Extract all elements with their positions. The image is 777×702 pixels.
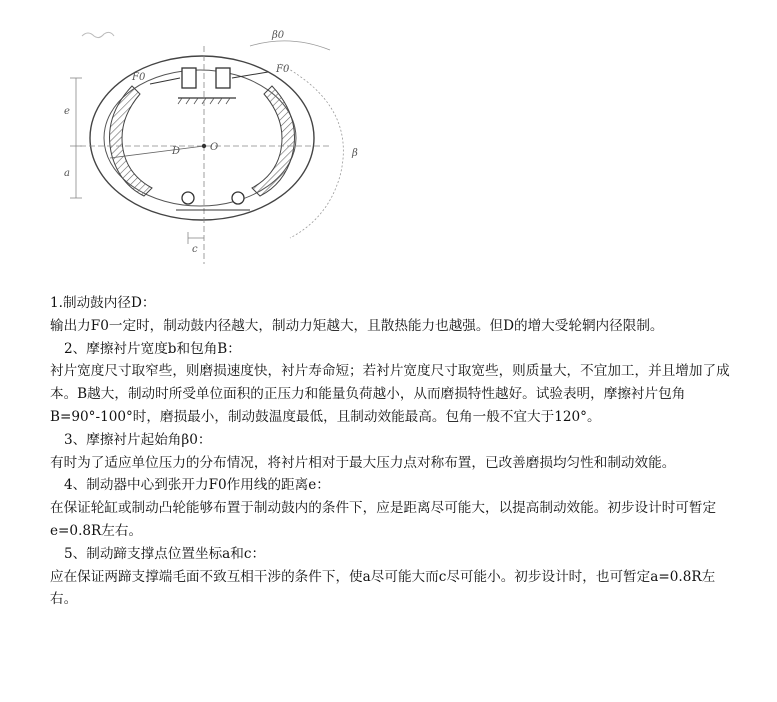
support-pin-left (182, 192, 194, 204)
section-4-heading: 4、制动器中心到张开力F0作用线的距离e： (64, 477, 330, 494)
label-d: D (172, 146, 181, 157)
section-2-body: 衬片宽度尺寸取窄些，则磨损速度快，衬片寿命短；若衬片宽度尺寸取宽些，则质量大，不宜加工，并且增加了成本。B越大，制动时所受单位面积的正压力和能量负荷越小，从而磨损特性越好。试验表明，摩擦衬片包角B=90°-100°时，磨损最小，制动鼓温度最低，且制动效能最高。包角一般不宜大于120°。 (50, 363, 730, 425)
article-text (50, 292, 730, 611)
label-f0-right: F0 (276, 64, 290, 75)
scribble-mark (82, 32, 114, 37)
label-a: a (64, 168, 70, 179)
label-c: c (192, 244, 198, 255)
section-5-heading: 5、制动蹄支撑点位置坐标a和c： (64, 545, 266, 562)
section-3-heading: 3、摩擦衬片起始角β0： (64, 431, 212, 448)
label-f0-left: F0 (132, 72, 146, 83)
beta0-arc (250, 41, 330, 50)
support-pin-right (232, 192, 244, 204)
wheel-cylinder-left (182, 68, 196, 88)
drum-brake-diagram (40, 6, 380, 288)
wheel-cylinder-right (216, 68, 230, 88)
center-o-point (202, 144, 206, 148)
section-2-heading: 2、摩擦衬片宽度b和包角B： (64, 340, 241, 357)
friction-lining-left (110, 86, 153, 196)
section-1-body: 输出力F0一定时，制动鼓内径越大，制动力矩越大，且散热能力也越强。但D的增大受轮辋内径限制。 (50, 317, 664, 334)
d-diameter-line (110, 146, 204, 158)
label-beta: β (352, 148, 358, 159)
section-5-body: 应在保证两蹄支撑端毛面不致互相干涉的条件下，使a尽可能大而c尽可能小。初步设计时，也可暂定a=0.8R左右。 (50, 568, 716, 608)
f0-left-arrow (150, 78, 180, 84)
label-o: O (210, 142, 219, 153)
section-1-heading: 1.制动鼓内径D： (50, 295, 156, 311)
section-4-body: 在保证轮缸或制动凸轮能够布置于制动鼓内的条件下，应是距离尽可能大，以提高制动效能。初步设计时可暂定e=0.8R左右。 (50, 500, 717, 539)
label-beta0: β0 (272, 30, 285, 41)
section-3-body: 有时为了适应单位压力的分布情况，将衬片相对于最大压力点对称布置，已改善磨损均匀性和制动效能。 (50, 454, 676, 471)
drum-outer (90, 56, 314, 220)
friction-lining-right (252, 86, 295, 196)
label-e: e (64, 106, 70, 117)
